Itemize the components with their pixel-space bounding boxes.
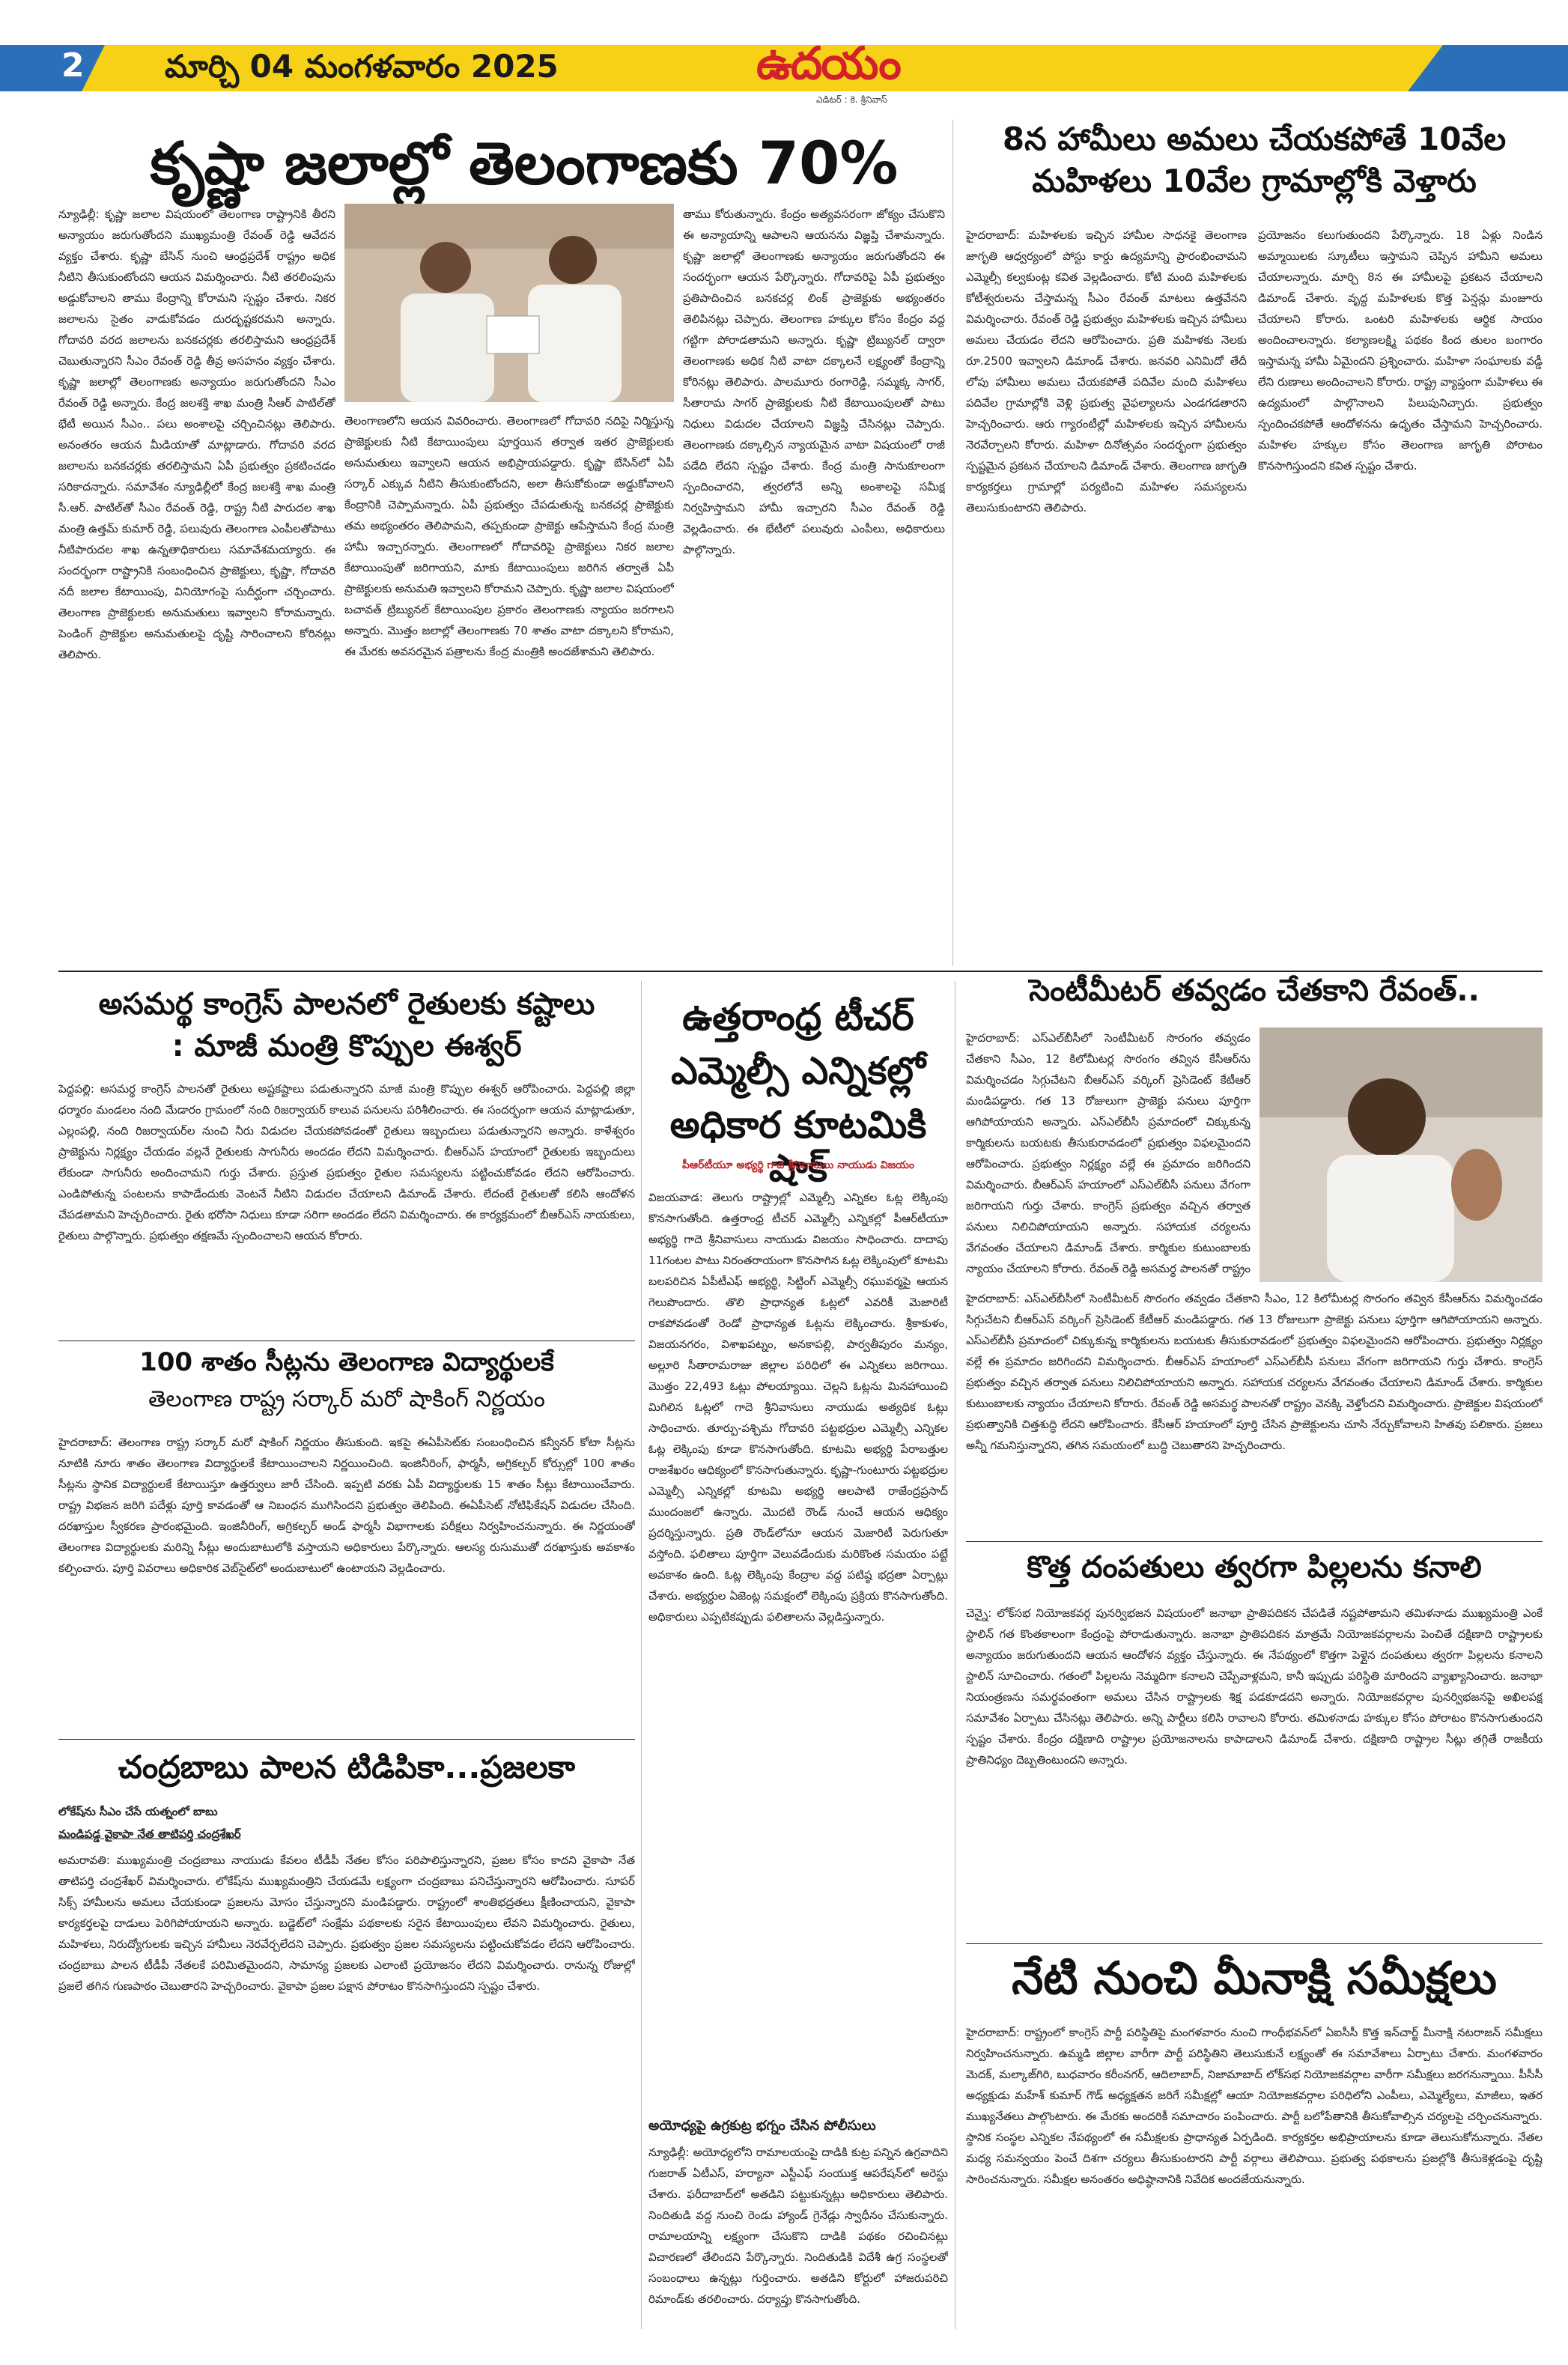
naidu-byline: మండిపడ్డ వైకాపా నేత తాటిపర్తి చంద్రశేఖర్ (58, 1827, 241, 1841)
krishna-col1: న్యూఢిల్లీ: కృష్ణా జలాల విషయంలో తెలంగాణ రాష్ట్రానికి తీరని అన్యాయం జరుగుతోందని ముఖ్యమంత్రి రేవంత్ రెడ్డి ఆవేదన వ్యక్తం చేశారు. కృష్ణా బేసిన్ నుంచి ఆంధ్రప్రదేశ్ రాష్ట్రం అధిక నీటిని తీసుకుంటోందని ఆయన విమర్శించారు. నీటి తరలింపును అడ్డుకోవాలని తాము కేంద్రాన్ని కోరామని స్పష్టం చేశారు. నికర జలాలను సైతం వాడుకోవడం దురదృష్టకరమని అన్నారు. గోదావరి వరద జలాలను బనకచర్లకు తరలిస్తామని ఆంధ్రప్రదేశ్ చెబుతున్నారని సీఎం రేవంత్ రెడ్డి తీవ్ర అసహనం వ్యక్తం చేశారు. కృష్ణా జలాల్లో తెలంగాణకు అన్యాయం జరుగుతోందని సీఎం రేవంత్ రెడ్డి అన్నారు. కేంద్ర జలశక్తి శాఖ మంత్రి సీఆర్ పాటిల్‌తో భేటీ అయిన సీఎం.. పలు అంశాలపై చర్చించినట్లు తెలిపారు. అనంతరం ఆయన మీడియాతో మాట్లాడారు. గోదావరి వరద జలాలను బనకచర్లకు తరలిస్తామని ఏపీ ప్రభుత్వం ప్రకటించడం సరికాదన్నారు. సమావేశం న్యూఢిల్లీలో కేంద్ర జలశక్తి శాఖ మంత్రి సీ.ఆర్. పాటిల్‌తో సీఎం రేవంత్ రెడ్డి, రాష్ట్ర నీటి పారుదల శాఖ మంత్రి ఉత్తమ్ కుమార్ రెడ్డి, పలువురు తెలంగాణ ఎంపీలతోపాటు నీటిపారుదల శాఖ ఉన్నతాధికారులు సమావేశమయ్యారు. ఈ సందర్భంగా రాష్ట్రానికి సంబంధించిన ప్రాజెక్టులు, కృష్ణా, గోదావరి నదీ జలాల కేటాయింపు, వినియోగంపై సుదీర్ఘంగా చర్చించారు. తెలంగాణ ప్రాజెక్టులకు అనుమతులు ఇవ్వాలని కోరామన్నారు. పెండింగ్ ప్రాజెక్టుల అనుమతులపై దృష్టి సారించాలని కోరినట్లు తెలిపారు. (58, 207, 335, 661)
seats-body: హైదరాబాద్: తెలంగాణ రాష్ట్ర సర్కార్ మరో షాకింగ్ నిర్ణయం తీసుకుంది. ఇకపై ఈఏపీసెట్‌కు సంబంధించిన కన్వీనర్ కోటా సీట్లను నూటికి నూరు శాతం తెలంగాణ విద్యార్థులకే కేటాయించాలని నిర్ణయించింది. ఇంజినీరింగ్, ఫార్మసీ, అగ్రికల్చర్ కోర్సుల్లో 100 శాతం సీట్లను స్థానిక విద్యార్థులకే కేటాయిస్తూ ఉత్తర్వులు జారీ చేసింది. ఇప్పటి వరకు ఏపీ విద్యార్థులకు 15 శాతం సీట్లు కేటాయించేవారు. రాష్ట్ర విభజన జరిగి పదేళ్లు పూర్తి కావడంతో ఆ నిబంధన ముగిసిందని ప్రభుత్వం తెలిపింది. ఈఏపీసెట్ నోటిఫికేషన్ విడుదల చేసింది. దరఖాస్తుల స్వీకరణ ప్రారంభమైంది. ఇంజినీరింగ్, అగ్రికల్చర్ అండ్ ఫార్మసీ విభాగాలకు పరీక్షలు నిర్వహించనున్నారు. ఈ నిర్ణయంతో తెలంగాణ విద్యార్థులకు మరిన్ని సీట్లు అందుబాటులోకి వస్తాయని అధికారులు పేర్కొన్నారు. ఆలస్య రుసుముతో దరఖాస్తుకు అవకాశం కల్పించారు. పూర్తి వివరాలు అధికారిక వెబ్‌సైట్‌లో అందుబాటులో ఉంటాయని వెల్లడించారు. (58, 1436, 635, 1575)
couples-body: చెన్నై: లోక్‌సభ నియోజకవర్గ పునర్విభజన విషయంలో జనాభా ప్రాతిపదికన చేపడితే నష్టపోతామని తమిళనాడు ముఖ్యమంత్రి ఎంకే స్టాలిన్ గత కొంతకాలంగా కేంద్రంపై పోరాడుతున్నారు. జనాభా ప్రాతిపదికన మాత్రమే నియోజకవర్గాలను పెంచితే దక్షిణాది రాష్ట్రాలకు అన్యాయం జరుగుతుందని ఆయన ఆందోళన వ్యక్తం చేస్తున్నారు. ఈ నేపథ్యంలో కొత్తగా పెళ్లైన దంపతులు త్వరగా పిల్లలను కనాలని స్టాలిన్ సూచించారు. గతంలో పిల్లలను నెమ్మదిగా కనాలని చెప్పేవాళ్లమని, కానీ ఇప్పుడు పరిస్థితి మారిందని వ్యాఖ్యానించారు. జనాభా నియంత్రణను సమర్థవంతంగా అమలు చేసిన రాష్ట్రాలకు శిక్ష పడకూడదని అన్నారు. నియోజకవర్గాల పునర్విభజనపై అఖిలపక్ష సమావేశం ఏర్పాటు చేసినట్లు తెలిపారు. అన్ని పార్టీలు కలిసి రావాలని కోరారు. తమిళనాడు హక్కుల కోసం పోరాటం కొనసాగుతుందని స్పష్టం చేశారు. కేంద్రం దక్షిణాది రాష్ట్రాల ప్రయోజనాలను కాపాడాలని డిమాండ్ చేశారు. దక్షిణాది రాష్ట్రాల సీట్లు తగ్గితే రాజకీయ ప్రాతినిధ్యం దెబ్బతింటుందని అన్నారు. (966, 1606, 1543, 1767)
logo-tagline: ఎడిటర్ : కె. శ్రీనివాస్ (816, 94, 888, 105)
couples-headline: కొత్త దంపతులు త్వరగా పిల్లలను కనాలి (1027, 1550, 1482, 1585)
ktr-body: హైదరాబాద్: ఎస్ఎల్‌బీసీలో సెంటీమీటర్ సొరంగం తవ్వడం చేతకాని సీఎం, 12 కిలోమీటర్ల సొరంగం తవ్విన కేసీఆర్‌ను విమర్శించడం సిగ్గుచేటని బీఆర్ఎస్ వర్కింగ్ ప్రెసిడెంట్ కేటీఆర్ మండిపడ్డారు. గత 13 రోజులుగా ప్రాజెక్టు పనులు పూర్తిగా ఆగిపోయాయని అన్నారు. ఎస్ఎల్‌బీసీ ప్రమాదంలో చిక్కుకున్న కార్మికులను బయటకు తీసుకురావడంలో ప్రభుత్వం విఫలమైందని ఆరోపించారు. ప్రభుత్వం నిర్లక్ష్యం వల్లే ఈ ప్రమాదం జరిగిందని విమర్శించారు. బీఆర్ఎస్ హయాంలో ఎస్ఎల్‌బీసీ పనులు వేగంగా జరిగాయని గుర్తు చేశారు. కాంగ్రెస్ ప్రభుత్వం వచ్చిన తర్వాత పనులు నిలిచిపోయాయని అన్నారు. సహాయక చర్యలను వేగవంతం చేయాలని డిమాండ్ చేశారు. కార్మికుల కుటుంబాలకు న్యాయం చేయాలని కోరారు. రేవంత్ రెడ్డి అసమర్థ పాలనతో రాష్ట్రం వెనక్కి వెళ్తోందని విమర్శించారు. ప్రాజెక్టుల విషయంలో ప్రభుత్వానికి చిత్తశుద్ధి లేదని ఆరోపించారు. కేసీఆర్ హయాంలో పూర్తి చేసిన ప్రాజెక్టులను చూసి నేర్చుకోవాలని హితవు పలికారు. ప్రజలు అన్నీ గమనిస్తున్నారని, తగిన సమయంలో బుద్ధి చెబుతారని హెచ్చరించారు. (966, 1292, 1543, 1452)
ktr-headline: సెంటీమీటర్ తవ్వడం చేతకాని రేవంత్.. (1029, 974, 1480, 1008)
women-headline-2: మహిళలు 10వేల గ్రామాల్లోకి వెళ్తారు (1032, 163, 1477, 199)
naidu-headline: చంద్రబాబు పాలన టిడిపికా...ప్రజలకా (118, 1749, 576, 1785)
mlc-body: విజయవాడ: తెలుగు రాష్ట్రాల్లో ఎమ్మెల్సీ ఎన్నికల ఓట్ల లెక్కింపు కొనసాగుతోంది. ఉత్తరాంధ్ర టీచర్ ఎమ్మెల్సీ ఎన్నికల్లో పీఆర్‌టీయూ అభ్యర్థి గాదె శ్రీనివాసులు నాయుడు విజయం సాధించారు. దాదాపు 11గంటల పాటు నిరంతరాయంగా కొనసాగిన ఓట్ల లెక్కింపులో కూటమి బలపరిచిన ఏపీటీఎఫ్ అభ్యర్థి, సిట్టింగ్ ఎమ్మెల్సీ రఘువర్మపై ఆయన గెలుపొందారు. తొలి ప్రాధాన్యత ఓట్లలో ఎవరికీ మెజారిటీ రాకపోవడంతో రెండో ప్రాధాన్యత ఓట్లను లెక్కించారు. శ్రీకాకుళం, విజయనగరం, విశాఖపట్నం, అనకాపల్లి, పార్వతీపురం మన్యం, అల్లూరి సీతారామరాజు జిల్లాల పరిధిలో ఈ ఎన్నికలు జరిగాయి. మొత్తం 22,493 ఓట్లు పోలయ్యాయి. చెల్లని ఓట్లను మినహాయించి మిగిలిన ఓట్లలో గాదె శ్రీనివాసులు నాయుడు అత్యధిక ఓట్లు సాధించారు. తూర్పు-పశ్చిమ గోదావరి పట్టభద్రుల ఎమ్మెల్సీ ఎన్నికల ఓట్ల లెక్కింపు కూడా కొనసాగుతోంది. కూటమి అభ్యర్థి పేరాబత్తుల రాజశేఖరం ఆధిక్యంలో కొనసాగుతున్నారు. కృష్ణా-గుంటూరు పట్టభద్రుల ఎమ్మెల్సీ ఎన్నికల్లో కూటమి అభ్యర్థి ఆలపాటి రాజేంద్రప్రసాద్ ముందంజలో ఉన్నారు. మొదటి రౌండ్ నుంచే ఆయన ఆధిక్యం ప్రదర్శిస్తున్నారు. ప్రతి రౌండ్‌లోనూ ఆయన మెజారిటీ పెరుగుతూ వస్తోంది. ఫలితాలు పూర్తిగా వెలువడేందుకు మరికొంత సమయం పట్టే అవకాశం ఉంది. ఓట్ల లెక్కింపు కేంద్రాల వద్ద పటిష్ఠ భద్రతా ఏర్పాట్లు చేశారు. అభ్యర్థుల ఏజెంట్ల సమక్షంలో లెక్కింపు ప్రక్రియ కొనసాగుతోంది. అధికారులు ఎప్పటికప్పుడు ఫలితాలను వెల్లడిస్తున్నారు. (648, 1191, 948, 1624)
krishna-headline: కృష్ణా జలాల్లో తెలంగాణకు 70% (150, 130, 899, 198)
women-headline-1: 8న హామీలు అమలు చేయకపోతే 10వేల (1002, 121, 1507, 157)
women-col2: ప్రయోజనం కలుగుతుందని పేర్కొన్నారు. 18 ఏళ్లు నిండిన అమ్మాయిలకు స్కూటీలు ఇస్తామని చెప్పిన హామీని అమలు చేయాలన్నారు. మార్చి 8న ఈ హామీలపై ప్రకటన చేయాలని డిమాండ్ చేశారు. వృద్ధ మహిళలకు కొత్త పెన్షన్లు మంజూరు చేయాలని కోరారు. ఒంటరి మహిళలకు ఆర్థిక సాయం అందించాలన్నారు. కల్యాణలక్ష్మి పథకం కింద తులం బంగారం ఇస్తామన్న హామీ ఏమైందని ప్రశ్నించారు. మహిళా సంఘాలకు వడ్డీ లేని రుణాలు అందించాలని కోరారు. రాష్ట్ర వ్యాప్తంగా మహిళలు ఈ ఉద్యమంలో పాల్గొనాలని పిలుపునిచ్చారు. ప్రభుత్వం స్పందించకపోతే ఆందోళనను ఉధృతం చేస్తామని హెచ్చరించారు. మహిళల హక్కుల కోసం తెలంగాణ జాగృతి పోరాటం కొనసాగిస్తుందని కవిత స్పష్టం చేశారు. (1258, 228, 1543, 473)
naidu-body: అమరావతి: ముఖ్యమంత్రి చంద్రబాబు నాయుడు కేవలం టీడీపీ నేతల కోసం పరిపాలిస్తున్నారని, ప్రజల కోసం కాదని వైకాపా నేత తాటిపర్తి చంద్రశేఖర్ విమర్శించారు. లోకేష్‌ను ముఖ్యమంత్రిని చేయడమే లక్ష్యంగా చంద్రబాబు పనిచేస్తున్నారని ఆరోపించారు. సూపర్ సిక్స్ హామీలను అమలు చేయకుండా ప్రజలను మోసం చేస్తున్నారని మండిపడ్డారు. రాష్ట్రంలో శాంతిభద్రతలు క్షీణించాయని, వైకాపా కార్యకర్తలపై దాడులు పెరిగిపోయాయని అన్నారు. బడ్జెట్‌లో సంక్షేమ పథకాలకు సరైన కేటాయింపులు లేవని విమర్శించారు. రైతులు, మహిళలు, నిరుద్యోగులకు ఇచ్చిన హామీలు నెరవేర్చలేదని చెప్పారు. ప్రభుత్వం ప్రజల సమస్యలను పట్టించుకోవడం లేదని ఆరోపించారు. చంద్రబాబు పాలన టీడీపీ నేతలకే పరిమితమైందని, సామాన్య ప్రజలకు ఎలాంటి ప్రయోజనం లేదని విమర్శించారు. రానున్న రోజుల్లో ప్రజలే తగిన గుణపాఠం చెబుతారని హెచ్చరించారు. వైకాపా ప్రజల పక్షాన పోరాటం కొనసాగిస్తుందని స్పష్టం చేశారు. (58, 1854, 635, 1993)
seats-headline-1: 100 శాతం సీట్లను తెలంగాణ విద్యార్థులకే (139, 1347, 554, 1377)
cm-meeting-photo (344, 204, 674, 402)
ayodhya-body: న్యూఢిల్లీ: అయోధ్యలోని రామాలయంపై దాడికి కుట్ర పన్నిన ఉగ్రవాదిని గుజరాత్ ఏటీఎస్, హర్యానా ఎస్టీఎఫ్ సంయుక్త ఆపరేషన్‌లో అరెస్టు చేశారు. ఫరీదాబాద్‌లో అతడిని పట్టుకున్నట్లు అధికారులు తెలిపారు. నిందితుడి వద్ద నుంచి రెండు హ్యాండ్ గ్రెనేడ్లు స్వాధీనం చేసుకున్నారు. రామాలయాన్ని లక్ష్యంగా చేసుకొని దాడికి పథకం రచించినట్లు విచారణలో తేలిందని పేర్కొన్నారు. నిందితుడికి విదేశీ ఉగ్ర సంస్థలతో సంబంధాలు ఉన్నట్లు గుర్తించారు. అతడిని కోర్టులో హాజరుపరిచి రిమాండ్‌కు తరలించారు. దర్యాప్తు కొనసాగుతోంది. (648, 2146, 948, 2306)
page-number: 2 (61, 46, 85, 85)
naidu-kicker: లోకేష్‌ను సీఎం చేసే యత్నంలో బాబు (58, 1805, 218, 1818)
section-divider (58, 971, 1543, 972)
naidu-divider (58, 1739, 635, 1740)
ayodhya-headline: అయోధ్యపై ఉగ్రకుట్ర భగ్నం చేసిన పోలీసులు (648, 2118, 876, 2134)
women-col1: హైదరాబాద్: మహిళలకు ఇచ్చిన హామీల సాధనకై తెలంగాణ జాగృతి ఆధ్వర్యంలో పోస్టు కార్డు ఉద్యమాన్ని ప్రారంభించామని ఎమ్మెల్సీ కల్వకుంట్ల కవిత వెల్లడించారు. కోటి మంది మహిళలకు కోటీశ్వరులను చేస్తామన్న సీఎం రేవంత్ మాటలు ఉత్తవేనని విమర్శించారు. రేవంత్ రెడ్డి ప్రభుత్వం మహిళలకు ఇచ్చిన హామీలు అమలు చేయడం లేదని ఆరోపించారు. ప్రతి మహిళకు నెలకు రూ.2500 ఇవ్వాలని డిమాండ్ చేశారు. జనవరి ఎనిమిదో తేదీ లోపు హామీలు అమలు చేయకపోతే పదివేల మంది మహిళలు పదివేల గ్రామాల్లోకి వెళ్లి ప్రభుత్వ వైఫల్యాలను ఎండగడతారని హెచ్చరించారు. ఆరు గ్యారంటీల్లో మహిళలకు ఇచ్చిన హామీలను నెరవేర్చాలని కోరారు. మహిళా దినోత్సవం సందర్భంగా ప్రభుత్వం స్పష్టమైన ప్రకటన చేయాలని డిమాండ్ చేశారు. తెలంగాణ జాగృతి కార్యకర్తలు గ్రామాల్లో పర్యటించి మహిళల సమస్యలను తెలుసుకుంటారని తెలిపారు. (966, 228, 1247, 514)
date-line: మార్చి 04 మంగళవారం 2025 (165, 48, 559, 85)
column-divider-2 (641, 981, 642, 2329)
newspaper-logo: ఉదయం (756, 37, 900, 90)
seats-headline-2: తెలంగాణ రాష్ట్ర సర్కార్ మరో షాకింగ్ నిర్ణయం (148, 1386, 545, 1412)
mlc-headline-2: ఎమ్మెల్సీ ఎన్నికల్లో (671, 1049, 926, 1093)
meenakshi-body: హైదరాబాద్: రాష్ట్రంలో కాంగ్రెస్ పార్టీ పరిస్థితిపై మంగళవారం నుంచి గాంధీభవన్‌లో ఏఐసీసీ కొత్త ఇన్‌చార్జ్ మీనాక్షి నటరాజన్ సమీక్షలు నిర్వహించనున్నారు. ఉమ్మడి జిల్లాల వారీగా పార్టీ పరిస్థితిని తెలుసుకునే లక్ష్యంతో ఈ సమావేశాలు ఏర్పాటు చేశారు. మంగళవారం మెదక్, మల్కాజ్‌గిరి, బుధవారం కరీంనగర్, ఆదిలాబాద్, నిజామాబాద్ లోక్‌సభ నియోజకవర్గాల వారీగా సమీక్షలు జరగనున్నాయి. పీసీసీ అధ్యక్షుడు మహేశ్ కుమార్ గౌడ్ అధ్యక్షతన జరిగే సమీక్షల్లో ఆయా నియోజకవర్గాల పరిధిలోని ఎంపీలు, ఎమ్మెల్యేలు, మాజీలు, ఇతర ముఖ్యనేతలు పాల్గొంటారు. ఈ మేరకు అందరికీ సమాచారం పంపించారు. పార్టీ బలోపేతానికి తీసుకోవాల్సిన చర్యలపై చర్చించనున్నారు. స్థానిక సంస్థల ఎన్నికల నేపథ్యంలో ఈ సమీక్షలకు ప్రాధాన్యత ఏర్పడింది. కార్యకర్తల అభిప్రాయాలను కూడా తెలుసుకోనున్నారు. నేతల మధ్య సమన్వయం పెంచే దిశగా చర్యలు తీసుకుంటారని పార్టీ వర్గాలు తెలిపాయి. ప్రభుత్వ పథకాలను ప్రజల్లోకి తీసుకెళ్లడంపై దృష్టి సారించనున్నారు. సమీక్షల అనంతరం అధిష్ఠానానికి నివేదిక అందజేయనున్నారు. (966, 2026, 1543, 2186)
farmers-headline-1: అసమర్థ కాంగ్రెస్ పాలనలో రైతులకు కష్టాలు (98, 987, 595, 1021)
krishna-col2: తెలంగాణలోని ఆయన వివరించారు. తెలంగాణలో గోదావరి నదిపై నిర్మిస్తున్న ప్రాజెక్టులకు నీటి కేటాయింపులు పూర్తయిన తర్వాత ఇతర ప్రాజెక్టులకు అనుమతులు ఇవ్వాలని ఆయన అభిప్రాయపడ్డారు. కృష్ణా బేసిన్‌లో ఏపీ సర్కార్ ఎక్కువ నీటిని తీసుకుంటోందని, అలా తీసుకోకుండా అడ్డుకోవాలని కేంద్రానికి చెప్పామన్నారు. ఏపీ ప్రభుత్వం చేపడుతున్న బనకచర్ల ప్రాజెక్టుకు తమ అభ్యంతరం తెలిపామని, తప్పకుండా ప్రాజెక్టు ఆపేస్తామని కేంద్ర మంత్రి హామీ ఇచ్చారన్నారు. తెలంగాణలో గోదావరిపై ప్రాజెక్టులు నికర జలాల కేటాయింపుతో జరిగాయని, మాకు కేటాయింపులు జరిగిన తర్వాతే ఏపీ ప్రాజెక్టులకు అనుమతి ఇవ్వాలని కోరామని చెప్పారు. కృష్ణా జలాల విషయంలో బచావత్ ట్రిబ్యునల్ కేటాయింపుల ప్రకారం తెలంగాణకు న్యాయం జరగాలని అన్నారు. మొత్తం జలాల్లో తెలంగాణకు 70 శాతం వాటా దక్కాలని కోరామని, ఈ మేరకు అవసరమైన పత్రాలను కేంద్ర మంత్రికి అందజేశామని తెలిపారు. (344, 414, 674, 658)
column-divider (952, 120, 953, 966)
mlc-headline-1: ఉత్తరాంధ్ర టీచర్ (682, 995, 914, 1039)
farmers-body: పెద్దపల్లి: అసమర్థ కాంగ్రెస్ పాలనతో రైతులు అష్టకష్టాలు పడుతున్నారని మాజీ మంత్రి కొప్పుల ఈశ్వర్ ఆరోపించారు. పెద్దపల్లి జిల్లా ధర్మారం మండలం నంది మేడారం గ్రామంలో నంది రిజర్వాయర్ కాలువ పనులను పరిశీలించారు. ఈ సందర్భంగా ఆయన మాట్లాడుతూ, ఎల్లంపల్లి, నంది రిజర్వాయర్‌ల నుంచి నీరు విడుదల చేయకపోవడంతో రైతులు ఇబ్బందులు పడుతున్నారని అన్నారు. కాళేశ్వరం ప్రాజెక్టును నిర్లక్ష్యం చేయడం వల్లనే రైతులకు సాగునీరు అందడం లేదని విమర్శించారు. బీఆర్ఎస్ హయాంలో రైతులకు ఇబ్బందులు లేకుండా సాగునీరు అందించామని గుర్తు చేశారు. ప్రస్తుత ప్రభుత్వం రైతుల సమస్యలను పట్టించుకోవడం లేదని ఆరోపించారు. ఎండిపోతున్న పంటలను కాపాడేందుకు వెంటనే నీటిని విడుదల చేయాలని డిమాండ్ చేశారు. లేదంటే రైతులతో కలిసి ఆందోళన చేపడతామని హెచ్చరించారు. రైతు భరోసా నిధులు కూడా సరిగా అందడం లేదని విమర్శించారు. ఈ కార్యక్రమంలో బీఆర్ఎస్ నాయకులు, రైతులు పాల్గొన్నారు. ప్రభుత్వం తక్షణమే స్పందించాలని ఆయన కోరారు. (58, 1082, 635, 1242)
meenakshi-divider (966, 1943, 1543, 1944)
meenakshi-headline: నేటి నుంచి మీనాక్షి సమీక్షలు (1012, 1952, 1497, 2005)
ktr-photo (1259, 1027, 1543, 1282)
couples-divider (966, 1541, 1543, 1542)
krishna-col3: తాము కోరుతున్నారు. కేంద్రం అత్యవసరంగా జోక్యం చేసుకొని ఈ అన్యాయాన్ని ఆపాలని ఆయనను విజ్ఞప్తి చేశామన్నారు. కృష్ణా జలాల్లో తెలంగాణకు అన్యాయం జరుగుతోందని ఈ సందర్భంగా ఆయన పేర్కొన్నారు. గోదావరిపై ఏపీ ప్రభుత్వం ప్రతిపాదించిన బనకచర్ల లింక్ ప్రాజెక్టుకు అభ్యంతరం తెలిపినట్లు చెప్పారు. తెలంగాణ హక్కుల కోసం కేంద్రం వద్ద గట్టిగా పోరాడతామని అన్నారు. కృష్ణా ట్రిబ్యునల్ ద్వారా తెలంగాణకు అధిక నీటి వాటా దక్కాలనే లక్ష్యంతో కేంద్రాన్ని కోరినట్లు తెలిపారు. పాలమూరు రంగారెడ్డి, సమ్మక్క సాగర్, సీతారామ సాగర్ ప్రాజెక్టులకు నీటి కేటాయింపులతో పాటు నిధులు విడుదల చేయాలని విజ్ఞప్తి చేసినట్లు చెప్పారు. తెలంగాణకు దక్కాల్సిన న్యాయమైన వాటా విషయంలో రాజీ పడేది లేదని స్పష్టం చేశారు. కేంద్ర మంత్రి సానుకూలంగా స్పందించారని, త్వరలోనే అన్ని అంశాలపై సమీక్ష నిర్వహిస్తామని హామీ ఇచ్చారని సీఎం రేవంత్ రెడ్డి వెల్లడించారు. ఈ భేటీలో పలువురు ఎంపీలు, అధికారులు పాల్గొన్నారు. (683, 207, 945, 556)
mlc-subhead: పీఆర్‌టీయూ అభ్యర్థి గాదె శ్రీనివాసులు నాయుడు విజయం (681, 1159, 915, 1171)
ktr-body-top: హైదరాబాద్: ఎస్ఎల్‌బీసీలో సెంటీమీటర్ సొరంగం తవ్వడం చేతకాని సీఎం, 12 కిలోమీటర్ల సొరంగం తవ్విన కేసీఆర్‌ను విమర్శించడం సిగ్గుచేటని బీఆర్ఎస్ వర్కింగ్ ప్రెసిడెంట్ కేటీఆర్ మండిపడ్డారు. గత 13 రోజులుగా ప్రాజెక్టు పనులు పూర్తిగా ఆగిపోయాయని అన్నారు. ఎస్ఎల్‌బీసీ ప్రమాదంలో చిక్కుకున్న కార్మికులను బయటకు తీసుకురావడంలో ప్రభుత్వం విఫలమైందని ఆరోపించారు. ప్రభుత్వం నిర్లక్ష్యం వల్లే ఈ ప్రమాదం జరిగిందని విమర్శించారు. బీఆర్ఎస్ హయాంలో ఎస్ఎల్‌బీసీ పనులు వేగంగా జరిగాయని గుర్తు చేశారు. కాంగ్రెస్ ప్రభుత్వం వచ్చిన తర్వాత పనులు నిలిచిపోయాయని అన్నారు. సహాయక చర్యలను వేగవంతం చేయాలని డిమాండ్ చేశారు. కార్మికుల కుటుంబాలకు న్యాయం చేయాలని కోరారు. రేవంత్ రెడ్డి అసమర్థ పాలనతో రాష్ట్రం (966, 1031, 1251, 1275)
farmers-headline-2: : మాజీ మంత్రి కొప్పుల ఈశ్వర్ (171, 1029, 522, 1063)
mlc-headline-3: అధికార కూటమికి షాక్ (669, 1103, 927, 1190)
